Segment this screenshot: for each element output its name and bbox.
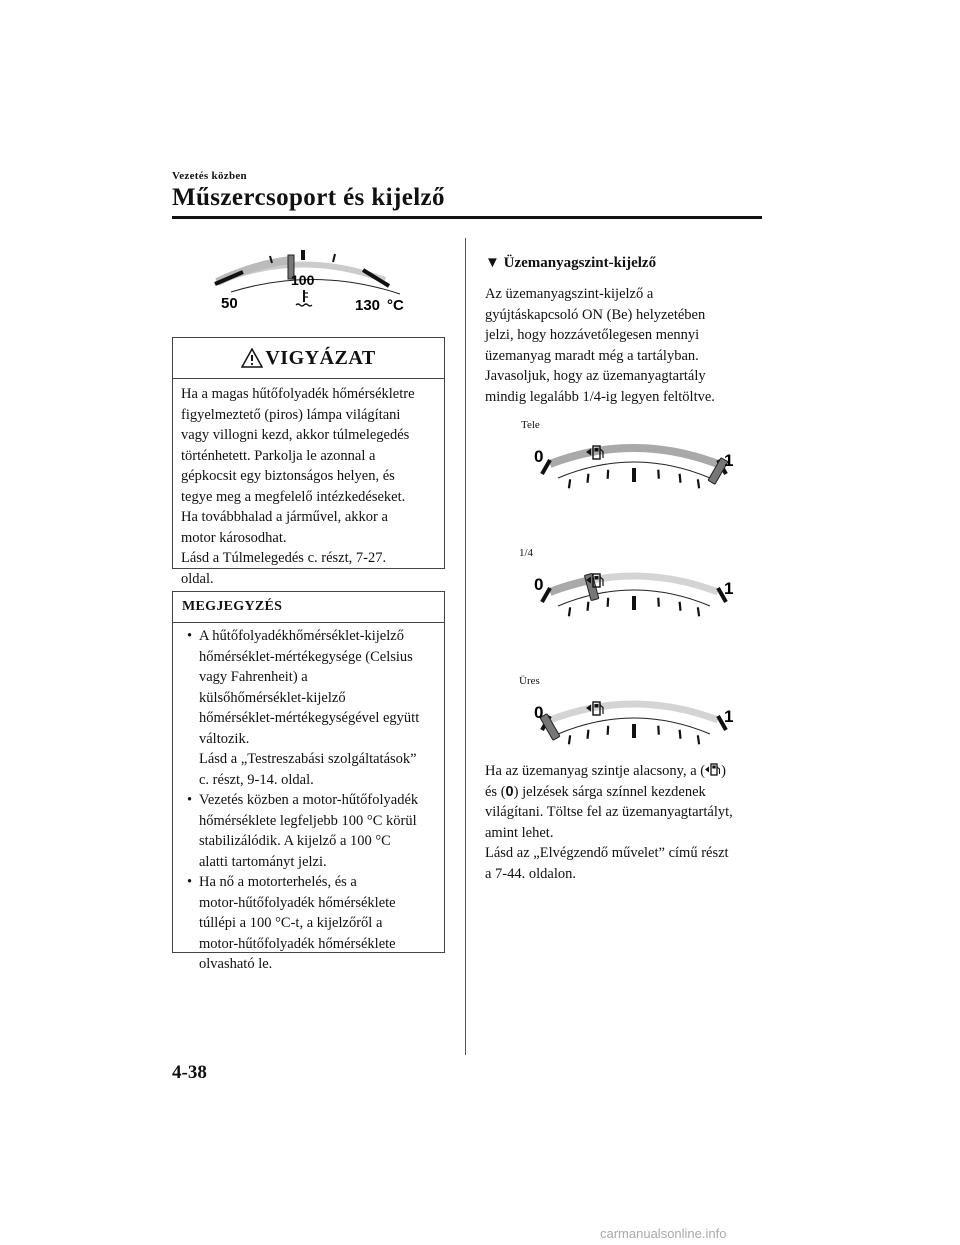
caution-line: figyelmeztető (piros) lámpa világítani xyxy=(181,406,401,423)
note-line: A hűtőfolyadékhőmérséklet-kijelző xyxy=(199,628,404,644)
text-run: ) xyxy=(721,763,726,779)
gauge-tick xyxy=(588,730,589,739)
gauge-tick xyxy=(680,730,681,739)
note-bullet: • xyxy=(187,628,193,644)
gauge-tick xyxy=(588,474,589,483)
temp-unit: °C xyxy=(387,297,404,314)
note-item xyxy=(177,626,440,790)
note-line: változik. xyxy=(199,730,250,747)
fuel-pump-icon xyxy=(705,763,721,776)
note-list xyxy=(177,626,440,975)
caution-line: oldal. xyxy=(181,570,214,587)
note-line: túllépi a 100 °C-t, a kijelzőről a xyxy=(199,915,383,931)
para-line: amint lehet. xyxy=(485,824,554,841)
note-line: motor-hűtőfolyadék hőmérséklete xyxy=(199,935,396,952)
note-line: hőmérséklet-mértékegységével együtt xyxy=(199,710,420,726)
gauge-mark-full: 1 xyxy=(724,579,734,598)
gauge-fill xyxy=(550,580,592,592)
fuel-intro-paragraph xyxy=(485,284,765,407)
para-line xyxy=(485,761,770,782)
para-line: mindig legalább 1/4-ig legyen feltöltve. xyxy=(485,388,715,405)
caution-line: vagy villogni kezd, akkor túlmelegedés xyxy=(181,427,410,443)
fuel-section-heading xyxy=(485,255,656,272)
heading-marker: ▼ xyxy=(485,255,500,271)
temp-tick-130: 130 xyxy=(355,297,381,314)
fuel-gauge-full xyxy=(528,438,743,510)
note-line: hőmérséklete legfeljebb 100 °C körül xyxy=(199,812,417,829)
note-title: MEGJEGYZÉS xyxy=(173,592,444,623)
gauge-tick xyxy=(608,726,609,735)
icon-window xyxy=(595,448,599,452)
note-line: Ha nő a motorterhelés, és a xyxy=(199,874,357,890)
column-divider xyxy=(465,238,466,1055)
gauge-tick xyxy=(698,607,699,616)
gauge-mark-full: 1 xyxy=(724,707,734,726)
caution-title: VIGYÁZAT xyxy=(265,346,376,369)
gauge-mark-empty: 0 xyxy=(534,703,544,722)
caution-line: tegye meg a megfelelő intézkedéseket. xyxy=(181,488,406,505)
heading-text: Üzemanyagszint-kijelző xyxy=(503,255,657,271)
icon-window xyxy=(595,704,599,708)
note-line: olvasható le. xyxy=(199,956,273,972)
para-line: jelzi, hogy hozzávetőlegesen mennyi xyxy=(485,327,700,343)
para-line: Az üzemanyagszint-kijelző a xyxy=(485,286,654,302)
fuel-gauge-quarter xyxy=(528,566,743,638)
gauge-tick xyxy=(569,479,570,488)
gauge-tick xyxy=(698,479,699,488)
coolant-temperature-gauge xyxy=(205,250,435,320)
text-run: ) jelzések sárga színnel kezdenek xyxy=(513,783,706,800)
note-item xyxy=(177,790,440,872)
text-run: Ha az üzemanyag szintje alacsony, a ( xyxy=(485,763,706,779)
watermark: carmanualsonline.info xyxy=(600,1226,727,1241)
note-line: Vezetés közben a motor-hűtőfolyadék xyxy=(199,792,419,808)
gauge-mark-full: 1 xyxy=(724,451,734,470)
gauge-tick xyxy=(588,602,589,611)
caution-line: Lásd a Túlmelegedés c. részt, 7-27. xyxy=(181,550,387,566)
caution-header xyxy=(173,338,444,379)
note-box xyxy=(172,591,445,972)
icon-window xyxy=(595,576,599,580)
note-line: motor-hűtőfolyadék hőmérséklete xyxy=(199,894,396,911)
gauge-tick xyxy=(608,598,609,607)
para-line: Javasoljuk, hogy az üzemanyagtartály xyxy=(485,368,706,384)
gauge-tick xyxy=(608,470,609,479)
para-line: világítani. Töltse fel az üzemanyagtartályt, xyxy=(485,804,733,820)
note-item xyxy=(177,872,440,975)
caution-line: motor károsodhat. xyxy=(181,529,287,546)
note-line: hőmérséklet-mértékegysége (Celsius xyxy=(199,648,413,665)
gauge-tick xyxy=(680,474,681,483)
gauge-label-full: Tele xyxy=(521,419,540,431)
note-bullet: • xyxy=(187,874,193,890)
caution-text xyxy=(181,384,438,589)
title-rule xyxy=(172,216,762,219)
para-line: gyújtáskapcsoló ON (Be) helyzetében xyxy=(485,306,706,323)
temp-tick-50: 50 xyxy=(221,295,238,312)
gauge-mark-empty: 0 xyxy=(534,575,544,594)
gauge-label-quarter: 1/4 xyxy=(519,547,534,559)
caution-box xyxy=(172,337,445,587)
para-line xyxy=(485,782,770,803)
gauge-mark-empty: 0 xyxy=(534,447,544,466)
gauge-tick xyxy=(569,735,570,744)
gauge-tick xyxy=(698,735,699,744)
gauge-tick xyxy=(569,607,570,616)
para-line: Lásd az „Elvégzendő művelet” című részt xyxy=(485,845,729,861)
note-line: alatti tartományt jelzi. xyxy=(199,853,327,870)
gauge-label-empty: Üres xyxy=(519,675,540,687)
coolant-temperature-icon xyxy=(296,290,312,306)
page-title: Műszercsoport és kijelző xyxy=(172,184,445,211)
page-number: 4-38 xyxy=(172,1062,207,1083)
caution-line: Ha a magas hűtőfolyadék hőmérsékletre xyxy=(181,386,415,402)
gauge-tick xyxy=(680,602,681,611)
para-line: üzemanyag maradt még a tartályban. xyxy=(485,347,699,364)
section-label: Vezetés közben xyxy=(172,170,247,182)
warning-triangle-icon xyxy=(241,348,263,368)
note-line: c. részt, 9-14. oldal. xyxy=(199,771,314,788)
fuel-gauge-empty xyxy=(528,694,743,766)
para-line: a 7-44. oldalon. xyxy=(485,865,577,882)
caution-line: gépkocsit egy biztonságos helyen, és xyxy=(181,468,395,484)
temp-tick-100: 100 xyxy=(291,272,315,288)
caution-line: történhetett. Parkolja le azonnal a xyxy=(181,447,376,464)
empty-mark-zero: 0 xyxy=(505,783,514,800)
fuel-warning-paragraph xyxy=(485,761,770,884)
note-bullet: • xyxy=(187,792,193,808)
caution-line: Ha továbbhalad a járművel, akkor a xyxy=(181,509,388,525)
note-line: külsőhőmérséklet-kijelző xyxy=(199,689,346,706)
note-line: Lásd a „Testreszabási szolgáltatások” xyxy=(199,751,417,767)
note-line: stabilizálódik. A kijelző a 100 °C xyxy=(199,833,391,849)
note-line: vagy Fahrenheit) a xyxy=(199,669,308,685)
text-run: és ( xyxy=(485,783,506,800)
